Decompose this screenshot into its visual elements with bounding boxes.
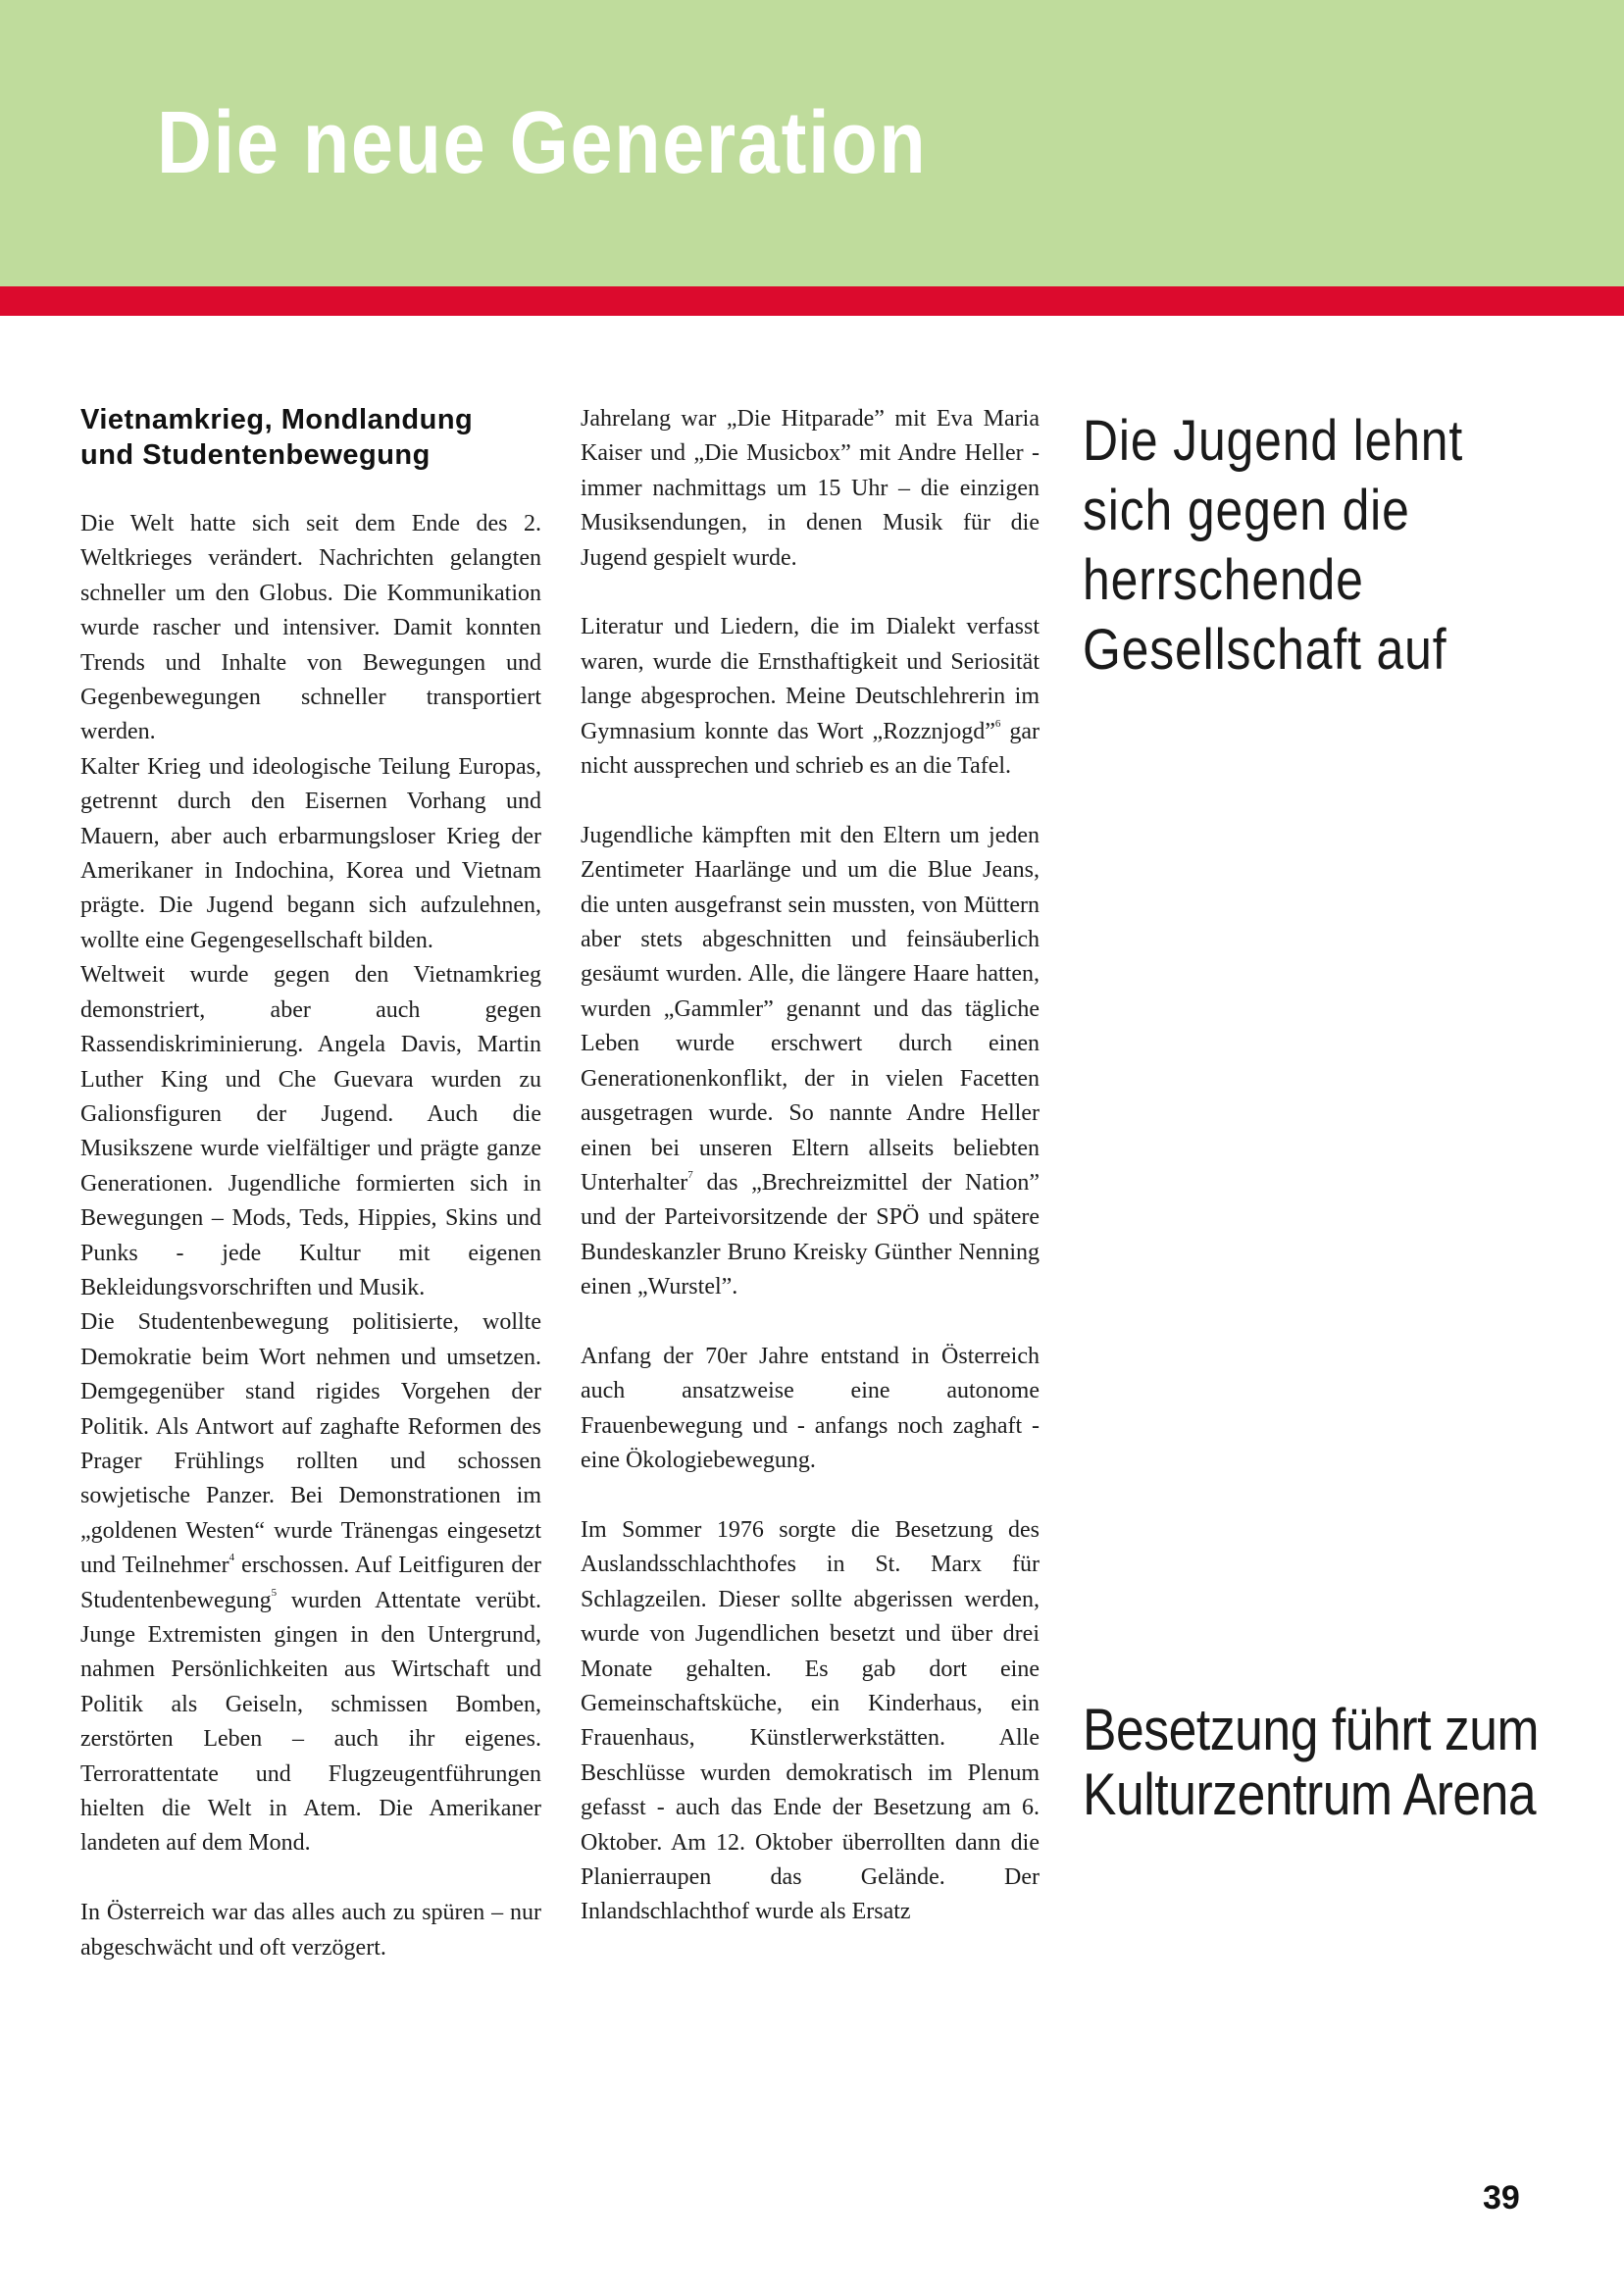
pull-quote-line: herrschende bbox=[1083, 548, 1364, 612]
footnote-marker: 4 bbox=[228, 1552, 235, 1564]
pull-quote-line: sich gegen die bbox=[1083, 479, 1410, 542]
page-title: Die neue Generation bbox=[157, 94, 928, 192]
paragraph bbox=[581, 819, 1040, 1305]
paragraph: Kalter Krieg und ideologische Teilung Europas, getrennt durch den Eisernen Vorhang und Mauern, aber auch erbarmungsloser Krieg der Amerikaner in Indochina, Korea und Vietnam prägte. Die Jugend begann sich aufzulehnen, wollte eine Gegengesellschaft bilden. bbox=[80, 753, 541, 953]
paragraph: Die Welt hatte sich seit dem Ende des 2. Weltkrieges verändert. Nachrichten gelangten schneller um den Globus. Die Kommunikation wurde rascher und intensiver. Damit konnten Trends und Inhalte von Bewegungen und Gegenbewegungen schneller transportiert werden. bbox=[80, 511, 541, 745]
text-run: gar nicht aussprechen und schrieb es an die Tafel. bbox=[581, 718, 1040, 780]
pull-quote-youth bbox=[1083, 406, 1463, 685]
page-number: 39 bbox=[1483, 2179, 1520, 2217]
paragraph bbox=[80, 1305, 541, 1861]
paragraph: Anfang der 70er Jahre entstand in Österreich auch ansatzweise eine autonome Frauenbewegung und - anfangs noch zaghaft - eine Ökologiebewegung. bbox=[581, 1343, 1040, 1474]
footnote-marker: 6 bbox=[994, 717, 1001, 730]
text-run: wurden Attentate verübt. Junge Extremisten gingen in den Untergrund, nahmen Persönlichkeiten aus Wirtschaft und Politik als Geiseln, schmissen Bomben, zerstörten Leben – auch ihr eigenes. Terrorattentate und Flugzeugentführungen hielten die Welt in Atem. Die Amerikaner landeten auf dem Mond. bbox=[80, 1587, 541, 1857]
text-run: erschossen. Auf Leitfiguren der Studentenbewegung bbox=[80, 1553, 541, 1613]
text-run: Jugendliche kämpften mit den Eltern um jeden Zentimeter Haarlänge und um die Blue Jeans, die unten ausgefranst sein mussten, von Müttern aber stets abgeschnitten und feinsäuberlich gesäumt wurden. Alle, die längere Haare hatten, wurden „Gammler” genannt und das tägliche Leben wurde erschwert durch einen Generationenkonflikt, der in vielen Facetten ausgetragen wurde. So nannte Andre Heller einen bei unseren Eltern allseits beliebten Unterhalter bbox=[581, 822, 1040, 1196]
paragraph: Weltweit wurde gegen den Vietnamkrieg demonstriert, aber auch gegen Rassendiskriminierung. Angela Davis, Martin Luther King und Che Guevara wurden zu Galionsfiguren der Jugend. Auch die Musikszene wurde vielfältiger und prägte ganze Generationen. Jugendliche formierten sich in Bewegungen – Mods, Teds, Hippies, Skins und Punks - jede Kultur mit eigenen Bekleidungsvorschriften und Musik. bbox=[80, 962, 541, 1300]
pull-quote-arena bbox=[1083, 1698, 1539, 1827]
pull-quote-line: Kulturzentrum Arena bbox=[1083, 1761, 1537, 1827]
paragraph: Im Sommer 1976 sorgte die Besetzung des Auslandsschlachthofes in St. Marx für Schlagzeilen. Dieser sollte abgerissen werden, wurde von Jugendlichen besetzt und über drei Monate gehalten. Es gab dort eine Gemeinschaftsküche, ein Kinderhaus, ein Frauenhaus, Künstlerwerkstätten. Alle Beschlüsse wurden demokratisch im Plenum gefasst - auch das Ende der Besetzung am 6. Oktober. Am 12. Oktober überrollten dann die Planierraupen das Gelände. Der Inlandschlachthof wurde als Ersatz bbox=[581, 1516, 1040, 1925]
text-column-middle bbox=[581, 402, 1040, 1930]
paragraph bbox=[581, 610, 1040, 784]
pull-quote-line: Besetzung führt zum bbox=[1083, 1697, 1540, 1762]
footnote-marker: 7 bbox=[687, 1168, 693, 1181]
text-run: Literatur und Liedern, die im Dialekt verfasst waren, wurde die Ernsthaftigkeit und Seriosität lange abgesprochen. Meine Deutschlehrerin im Gymnasium konnte das Wort „Rozznjogd” bbox=[581, 614, 1040, 744]
pull-quote-line: Die Jugend lehnt bbox=[1083, 409, 1464, 473]
pull-quote-line: Gesellschaft auf bbox=[1083, 618, 1447, 682]
text-run: Die Studentenbewegung politisierte, wollte Demokratie beim Wort nehmen und umsetzen. Demgegenüber stand rigides Vorgehen der Politik. Als Antwort auf zaghafte Reformen des Prager Frühlings rollten und schossen sowjetische Panzer. Bei Demonstrationen im „goldenen Westen“ wurde Tränengas eingesetzt und Teilnehmer bbox=[80, 1309, 541, 1579]
footnote-marker: 5 bbox=[271, 1586, 278, 1599]
section-heading bbox=[80, 402, 541, 473]
paragraph: In Österreich war das alles auch zu spüren – nur abgeschwächt und oft verzögert. bbox=[80, 1900, 541, 1961]
text-run: das „Brechreizmittel der Nation” und der Parteivorsitzende der SPÖ und spätere Bundeskanzler Bruno Kreisky Günther Nenning einen „Wurstel”. bbox=[581, 1169, 1040, 1300]
section-heading-line-1: Vietnamkrieg, Mondlandung bbox=[80, 404, 474, 435]
section-heading-line-2: und Studentenbewegung bbox=[80, 439, 431, 471]
header-stripe bbox=[0, 286, 1624, 316]
text-column-left bbox=[80, 402, 541, 1965]
paragraph: Jahrelang war „Die Hitparade” mit Eva Maria Kaiser und „Die Musicbox” mit Andre Heller - immer nachmittags um 15 Uhr – die einzigen Musiksendungen, in denen Musik für die Jugend gespielt wurde. bbox=[581, 406, 1040, 571]
